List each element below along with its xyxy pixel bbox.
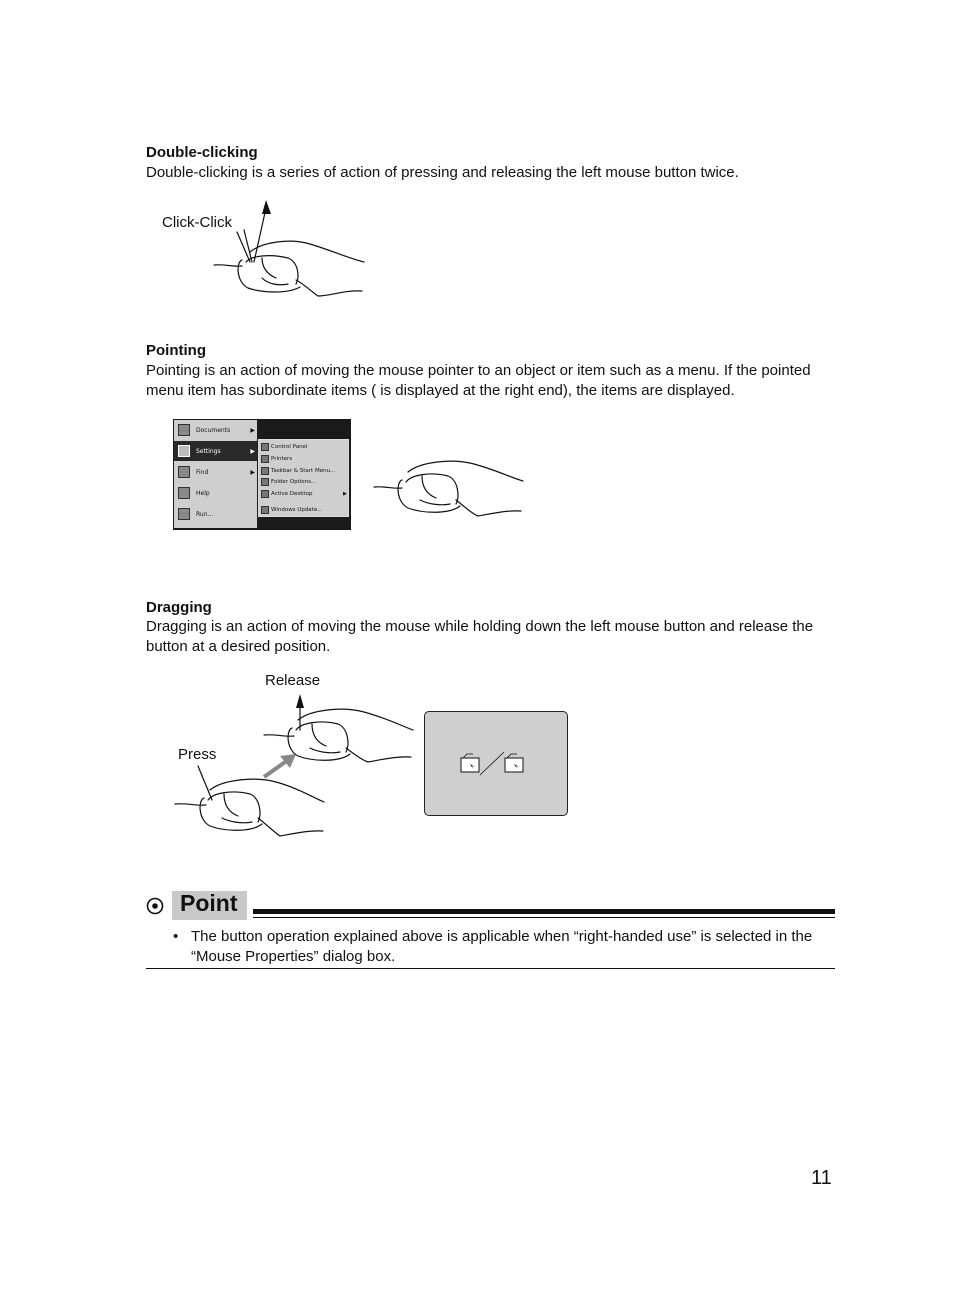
folder-options-icon xyxy=(261,478,269,486)
heading-dragging: Dragging xyxy=(146,599,212,616)
find-icon xyxy=(178,466,190,478)
submenu-arrow-icon: ▶ xyxy=(250,468,255,476)
menu-item-find[interactable]: Find ▶ xyxy=(174,462,257,482)
submenu-item-taskbar[interactable]: Taskbar & Start Menu... xyxy=(261,465,335,476)
double-clicking-description: Double-clicking is a series of action of pressing and releasing the left mouse button twice. xyxy=(146,164,739,181)
submenu-item-windows-update[interactable]: Windows Update... xyxy=(261,504,322,515)
folder-start-icon xyxy=(461,758,479,772)
point-note-line2: “Mouse Properties” dialog box. xyxy=(191,948,396,965)
click-click-label: Click-Click xyxy=(162,214,232,231)
submenu-arrow-icon: ▶ xyxy=(250,447,255,455)
settings-icon xyxy=(178,445,190,457)
start-menu-screenshot xyxy=(173,419,351,530)
dragging-description-line2: button at a desired position. xyxy=(146,638,331,655)
point-rule-bottom xyxy=(146,968,835,969)
submenu-item-control-panel[interactable]: Control Panel xyxy=(261,441,307,452)
menu-item-run[interactable]: Run... xyxy=(174,504,257,524)
point-target-icon xyxy=(145,896,165,916)
menu-item-documents[interactable]: Documents ▶ xyxy=(174,420,257,440)
submenu-item-active-desktop[interactable]: Active Desktop ▶ xyxy=(261,488,312,499)
drag-folder-icons xyxy=(425,712,569,817)
submenu-item-printers[interactable]: Printers xyxy=(261,453,292,464)
point-note-line1: The button operation explained above is applicable when “right-handed use” is selected in the xyxy=(191,928,813,945)
menu-item-help[interactable]: Help xyxy=(174,483,257,503)
active-desktop-icon xyxy=(261,490,269,498)
pointing-description-line1: Pointing is an action of moving the mouse pointer to an object or item such as a menu. If the pointed xyxy=(146,362,811,379)
pointing-description-line2: menu item has subordinate items ( is displayed at the right end), the items are displayed. xyxy=(146,382,735,399)
point-rule-thick xyxy=(253,909,835,914)
submenu-arrow-icon: ▶ xyxy=(250,426,255,434)
documents-icon xyxy=(178,424,190,436)
control-panel-icon xyxy=(261,443,269,451)
point-rule-thin xyxy=(253,917,835,918)
heading-pointing: Pointing xyxy=(146,342,206,359)
menu-item-settings[interactable]: Settings ▶ xyxy=(174,441,257,461)
dragging-description-line1: Dragging is an action of moving the mouse while holding down the left mouse button and release the xyxy=(146,618,814,635)
release-label: Release xyxy=(265,672,321,689)
submenu-item-folder-options[interactable]: Folder Options... xyxy=(261,476,316,487)
help-icon xyxy=(178,487,190,499)
taskbar-icon xyxy=(261,467,269,475)
start-menu-main xyxy=(174,420,257,528)
run-icon xyxy=(178,508,190,520)
printers-icon xyxy=(261,455,269,463)
settings-submenu xyxy=(258,439,349,517)
heading-double-clicking: Double-clicking xyxy=(146,144,258,161)
point-bullet: • xyxy=(173,928,179,945)
folder-end-icon xyxy=(505,758,523,772)
press-label: Press xyxy=(178,746,217,763)
windows-update-icon xyxy=(261,506,269,514)
point-title: Point xyxy=(180,890,238,916)
submenu-arrow-icon: ▶ xyxy=(343,490,347,497)
page-number: 11 xyxy=(811,1167,832,1189)
drag-screen-illustration xyxy=(424,711,568,816)
